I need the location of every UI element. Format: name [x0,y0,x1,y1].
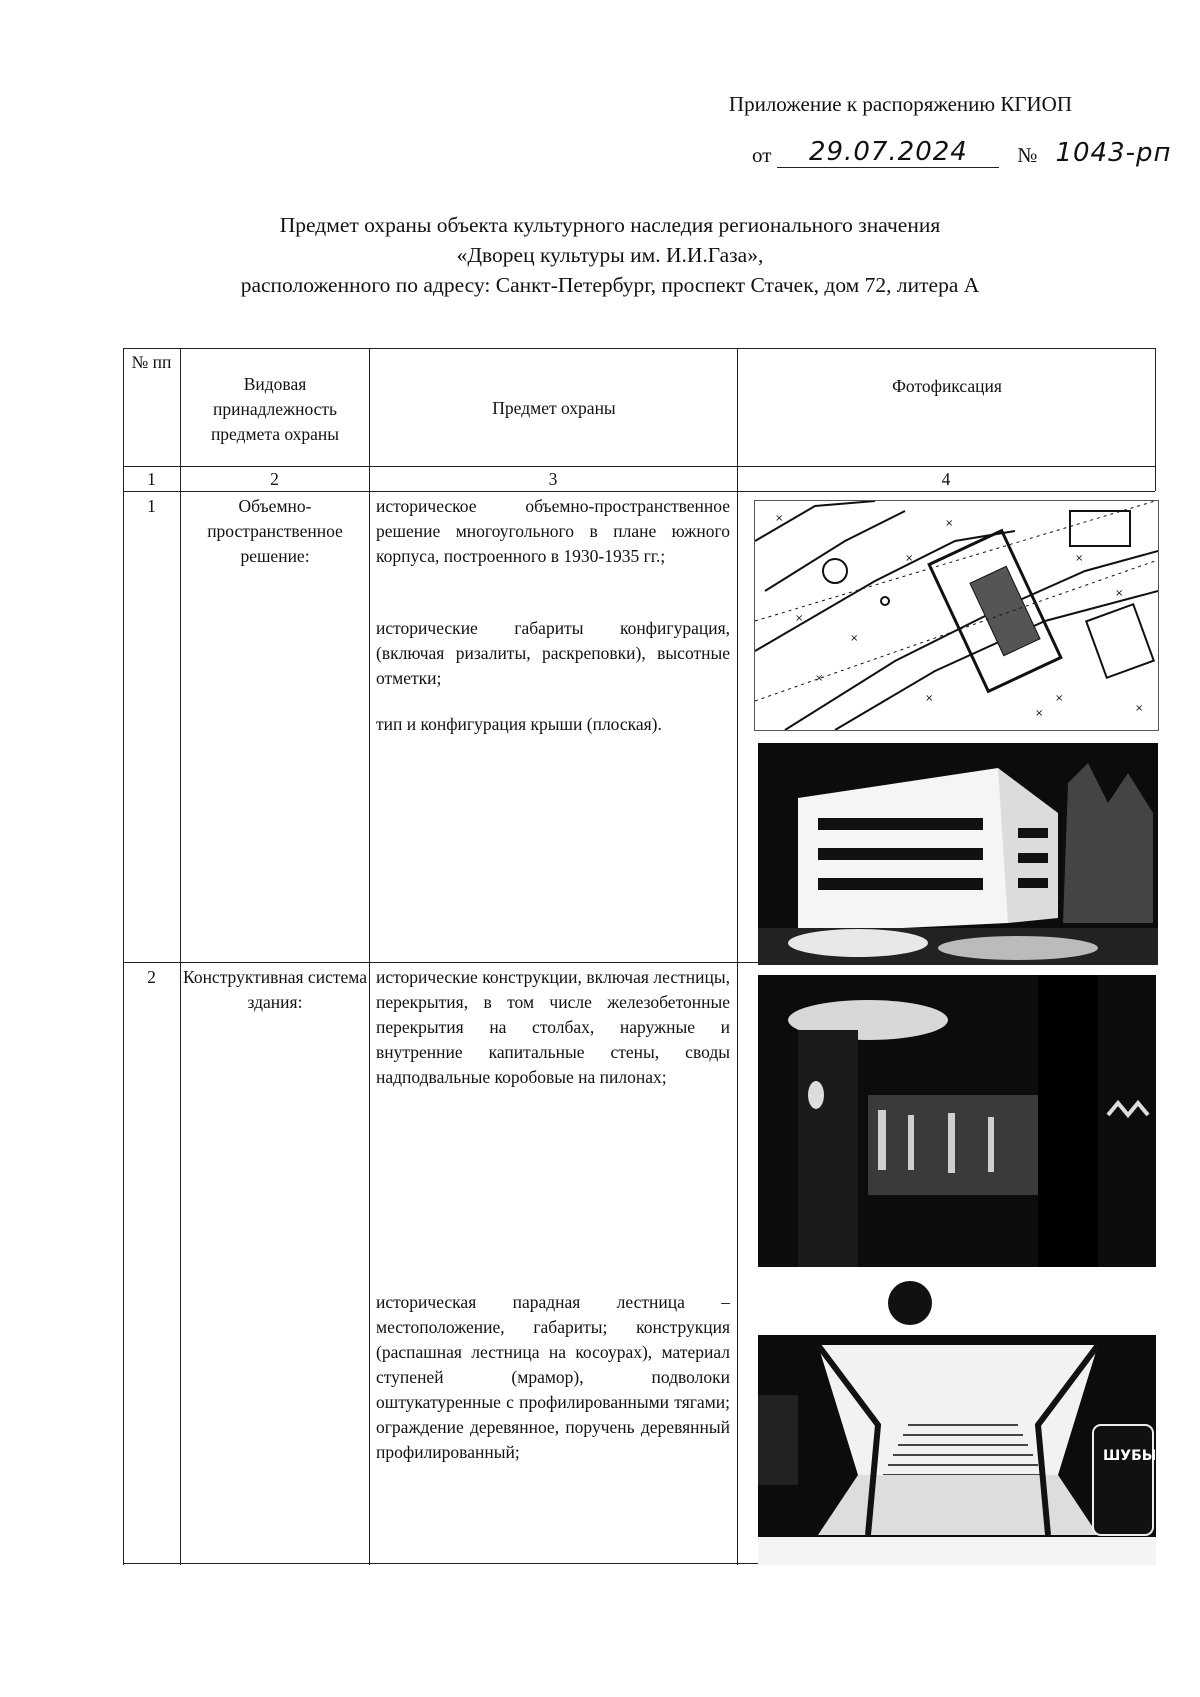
svg-text:×: × [905,553,914,564]
colnum-4: 4 [941,469,951,489]
order-date: 29.07.2024 [777,138,999,168]
order-number: 1043-рп [1055,138,1172,168]
svg-text:×: × [1135,703,1144,714]
svg-text:×: × [1115,588,1124,599]
row-1-num: 1 [147,496,156,516]
header-photo: Фотофиксация [892,376,1002,396]
svg-text:×: × [775,513,784,524]
row-1-item-3: тип и конфигурация крыши (плоская). [376,714,662,734]
facade-drawing [758,743,1158,965]
document-title [180,210,1040,300]
colnum-1: 1 [147,469,156,489]
table-border-right [1155,348,1156,491]
colnum-2: 2 [270,469,279,489]
svg-text:×: × [1035,708,1044,719]
row-2-item-2: историческая парадная лестница – местоположение, габариты; конструкция (распашная лестница на косоурах), материал ступеней (мрамор), подволоки оштукатуренные с профилированными тягами; ограждение деревянное, поручень деревянный профилированный; [376,1292,730,1462]
svg-text:×: × [795,613,804,624]
appendix-title: Приложение к распоряжению КГИОП [728,92,1072,116]
colnum-3: 3 [548,469,558,489]
title-line-3: расположенного по адресу: Санкт-Петербург, проспект Стачек, дом 72, литера А [240,273,980,297]
title-line-2: «Дворец культуры им. И.И.Газа», [456,243,764,267]
svg-text:×: × [1075,553,1084,564]
site-plan-drawing [755,501,1158,730]
col-divider-2 [369,348,370,1565]
from-label: от [752,142,772,167]
svg-text:×: × [850,633,859,644]
table-border-top [123,348,1155,349]
svg-text:×: × [945,518,954,529]
row-2-type: Конструктивная система здания: [183,967,367,1012]
title-line-1: Предмет охраны объекта культурного наследия регионального значения [279,213,941,237]
header-subject: Предмет охраны [492,398,616,418]
col-divider-1 [180,348,181,1565]
header-num: № пп [131,352,172,372]
row-2-item-1: исторические конструкции, включая лестницы, перекрытия, в том числе железобетонные перекрытия на столбах, наружные и внутренние капитальные стены, своды надподвальные коробовые на пилонах; [376,967,730,1087]
svg-text:×: × [925,693,934,704]
col-divider-3 [737,348,738,1565]
building-facade-photo [758,743,1158,965]
number-label: № [1017,142,1038,167]
order-reference [752,138,1181,168]
grand-staircase-photo [758,1275,1156,1565]
staircase-drawing [758,1275,1156,1565]
svg-text:×: × [815,673,824,684]
row-2-num: 2 [147,967,156,987]
header-type: Видовая принадлежность предмета охраны [210,374,340,444]
row-1-item-2: исторические габариты конфигурация, (включая ризалиты, раскреповки), высотные отметки; [376,618,730,688]
row-1-item-1: историческое объемно-пространственное решение многоугольного в плане южного корпуса, построенного в 1930-1935 гг.; [376,496,730,566]
svg-text:×: × [1055,693,1064,704]
table-border-left [123,348,124,1565]
site-plan-image [754,500,1159,731]
sign-text: ШУБЫ [1103,1448,1156,1464]
interior-drawing [758,975,1156,1267]
interior-columns-photo [758,975,1156,1267]
row-1-type: Объемно-пространственное решение: [207,496,343,566]
